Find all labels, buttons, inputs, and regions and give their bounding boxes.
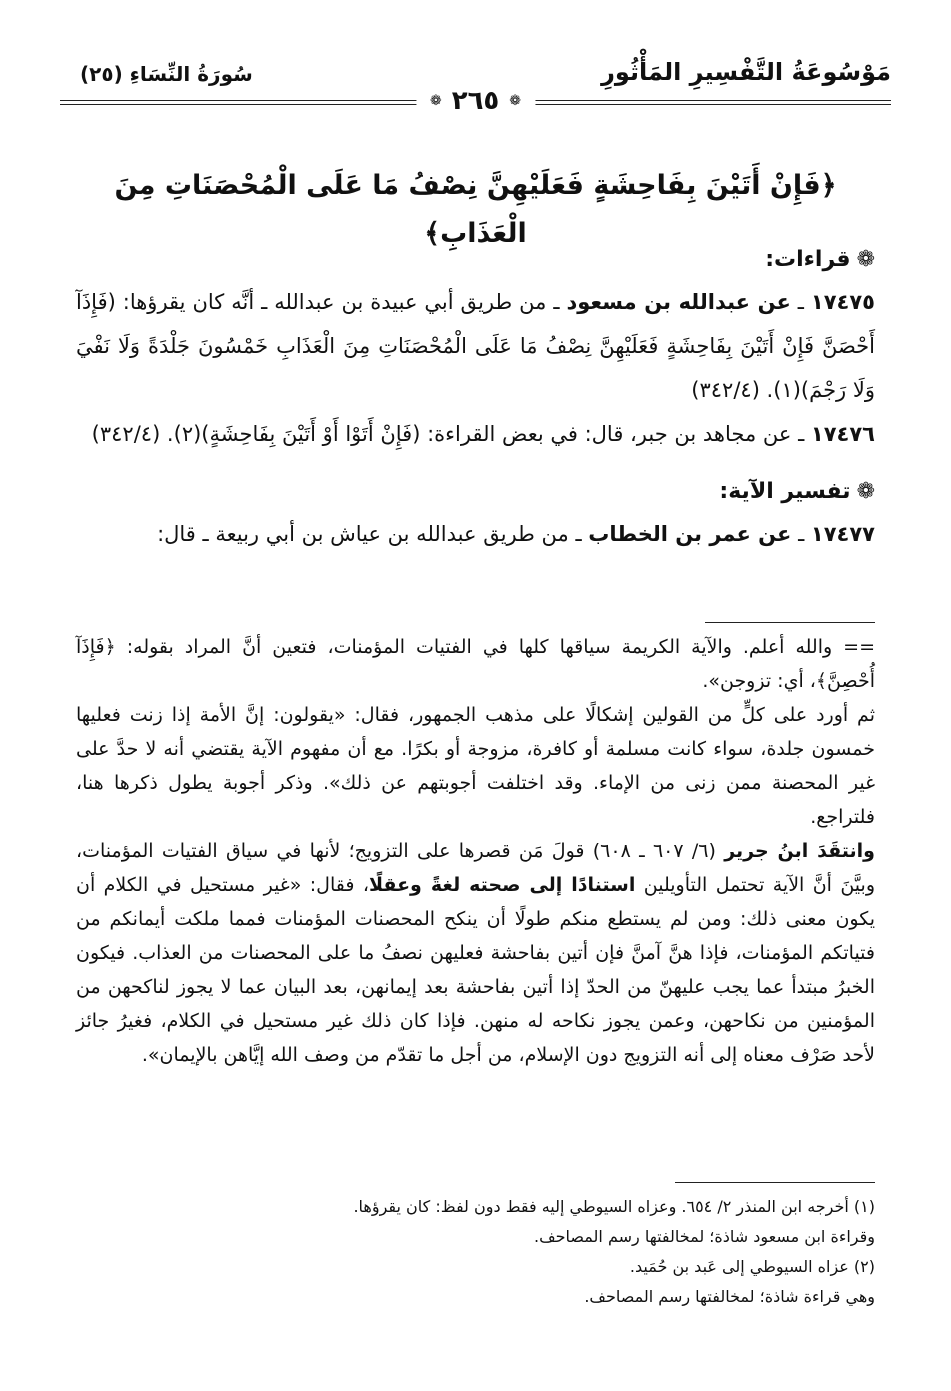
entry-text: ـ عن مجاهد بن جبر، قال: في بعض القراءة: (فَإِنْ أَتَوْا أَوْ أَتَيْنَ بِفَاحِشَةٍ)(٢). (٣٤٢/٤) [91, 422, 805, 446]
tafsir-heading: ❁تفسير الآية: [719, 479, 875, 504]
section-separator [705, 622, 875, 623]
footnotes [76, 1192, 875, 1312]
footnote: (٢) عزاه السيوطي إلى عَبد بن حُمَيد. [629, 1257, 875, 1276]
entry-number: ١٧٤٧٦ [810, 422, 875, 446]
main-content [76, 240, 875, 556]
surah-label: سُورَةُ النِّسَاءِ (٢٥) [80, 62, 253, 86]
bold-phrase: وانتقَدَ ابنُ جرير [724, 840, 875, 862]
page-header [60, 56, 891, 126]
flower-icon: ❁ [856, 247, 875, 272]
commentary-paragraph: == والله أعلم. والآية الكريمة سياقها كلها في الفتيات المؤمنات، فتعين أنَّ المراد بقوله: ﴿فَإِذَآ أُحْصِنَّ﴾، أي: تزوجن». [76, 636, 875, 692]
entry-paragraph: ١٧٤٧٥ ـ عن عبدالله بن مسعود ـ من طريق أبي عبيدة بن عبدالله ـ أنَّه كان يقرؤها: (فَإِذَآ أَحْصَنَّ فَإِنْ أَتَيْنَ بِفَاحِشَةٍ فَعَلَيْهِنَّ نِصْفُ مَا عَلَى الْمُحْصَنَاتِ مِنَ الْعَذَابِ خَمْسُونَ جَلْدَةً وَلَا نَفْيَ وَلَا رَجْمَ)(١). (٣٤٢/٤) [76, 290, 875, 402]
ornament-icon: ❁ [509, 93, 522, 109]
entry-number: ١٧٤٧٧ [810, 522, 875, 546]
entry-paragraph [76, 412, 875, 456]
verse-heading: ﴿فَإِنْ أَتَيْنَ بِفَاحِشَةٍ فَعَلَيْهِنَّ نِصْفُ مَا عَلَى الْمُحْصَنَاتِ مِنَ الْعَذَابِ﴾ [114, 170, 837, 249]
entry-number: ١٧٤٧٥ [810, 290, 875, 314]
commentary-block [76, 630, 875, 1072]
bold-phrase: استنادًا إلى صحته لغةً وعقلًا [368, 874, 636, 896]
ornament-icon: ❁ [429, 93, 442, 109]
narrator-name: عن عمر بن الخطاب [588, 522, 792, 546]
commentary-paragraph: ثم أورد على كلٍّ من القولين إشكالًا على مذهب الجمهور، فقال: «يقولون: إنَّ الأمة إذا زنت فعليها خمسون جلدة، سواء كانت مسلمة أو كافرة، مزوجة أو بكرًا. مع أن مفهوم الآية يقتضي أنه لا حدَّ على غير المحصنة ممن زنى من الإماء. وقد اختلفت أجوبتهم عن ذلك». وذكر أجوبة يطول ذكرها هنا، فلتراجع. [76, 704, 875, 828]
footnote: وقراءة ابن مسعود شاذة؛ لمخالفتها رسم المصاحف. [534, 1227, 875, 1246]
page-number: ٢٦٥ [451, 86, 500, 116]
flower-icon: ❁ [856, 479, 875, 504]
readings-heading: ❁قراءات: [765, 247, 875, 272]
entry-paragraph: ١٧٤٧٧ ـ عن عمر بن الخطاب ـ من طريق عبدالله بن عياش بن أبي ربيعة ـ قال: [157, 522, 875, 546]
narrator-name: عن عبدالله بن مسعود [566, 290, 791, 314]
page-number-box [416, 86, 535, 116]
footnote: (١) أخرجه ابن المنذر ٢/ ٦٥٤. وعزاه السيوطي إليه فقط دون لفظ: كان يقرؤها. [353, 1197, 875, 1216]
entry-text: ـ من طريق أبي عبيدة بن عبدالله ـ أنَّه كان يقرؤها: (فَإِذَآ أَحْصَنَّ فَإِنْ أَتَيْنَ بِفَاحِشَةٍ فَعَلَيْهِنَّ نِصْفُ مَا عَلَى الْمُحْصَنَاتِ مِنَ الْعَذَابِ خَمْسُونَ جَلْدَةً وَلَا نَفْيَ وَلَا رَجْمَ)(١). (٣٤٢/٤) [76, 290, 875, 402]
footnote-separator [675, 1182, 875, 1183]
footnote: وهي قراءة شاذة؛ لمخالفتها رسم المصاحف. [584, 1287, 875, 1306]
commentary-paragraph: وانتقَدَ ابنُ جرير (٦/ ٦٠٧ ـ ٦٠٨) قولَ مَن قصرها على التزويج؛ لأنها في سياق الفتيات المؤمنات، وبيَّنَ أنَّ الآية تحتمل التأويلين استنادًا إلى صحته لغةً وعقلًا، فقال: «غير مستحيل في الكلام أن يكون معنى ذلك: ومن لم يستطع منكم طولًا أن ينكح المحصنات المؤمنات فمما ملكت أيمانكم من فتياتكم المؤمنات، فإذا هنَّ آمنَّ فإن أتين بفاحشة فعليهن نصفُ ما على المحصنات من العذاب. فيكون الخبرُ مبتدأ عما يجب عليهنّ من الحدّ إذا أتين بفاحشة بعد إيمانهن، بعد البيان عما لا يجوز لناكحهن من المؤمنين من نكاحهن، وعمن يجوز نكاحه له منهن. فإذا كان ذلك غير مستحيل في الكلام، فغيرُ جائز لأحد صَرْف معناه إلى أنه التزويج دون الإسلام، من أجل ما تقدّم من وصف الله إيَّاهن بالإيمان». [76, 840, 875, 1066]
running-title: مَوْسُوعَةُ التَّفْسِيرِ المَأْثُورِ [601, 58, 891, 86]
entry-text: ـ من طريق عبدالله بن عياش بن أبي ربيعة ـ قال: [157, 522, 582, 546]
